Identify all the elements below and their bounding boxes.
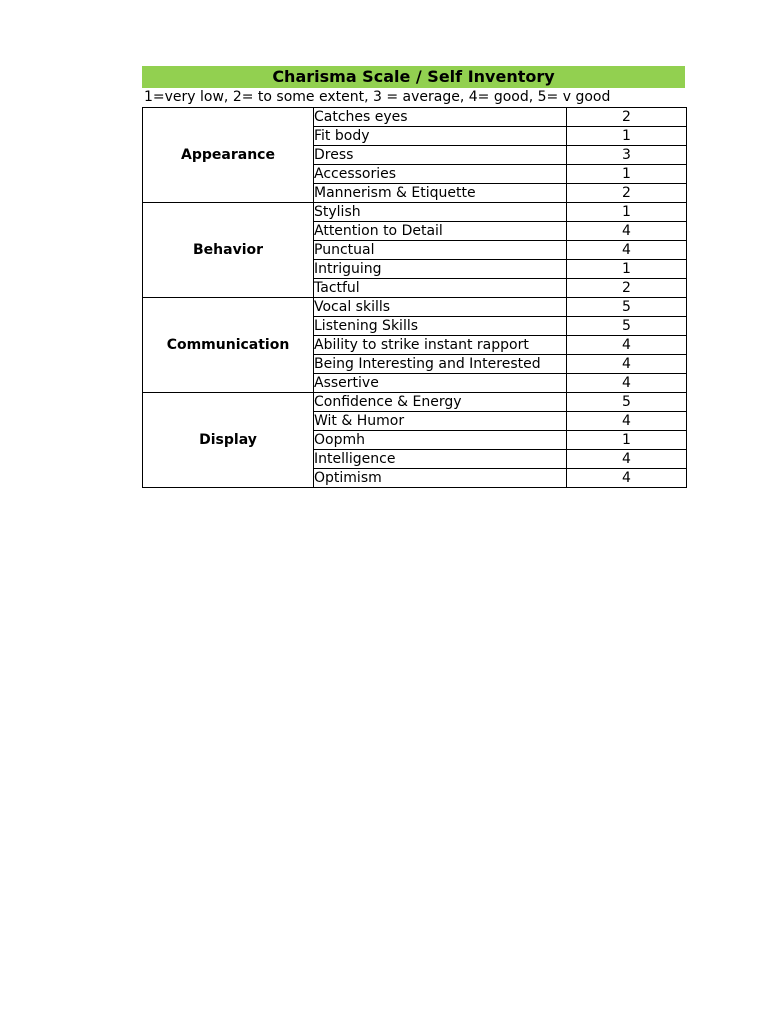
category-cell: Behavior xyxy=(143,203,314,298)
item-score-cell: 1 xyxy=(567,431,687,450)
category-cell: Display xyxy=(143,393,314,488)
item-score-cell: 4 xyxy=(567,241,687,260)
charisma-sheet xyxy=(142,66,685,488)
item-label-cell: Oopmh xyxy=(314,431,567,450)
item-score-cell: 2 xyxy=(567,279,687,298)
item-score-cell: 4 xyxy=(567,336,687,355)
item-label-cell: Being Interesting and Interested xyxy=(314,355,567,374)
item-score-cell: 4 xyxy=(567,450,687,469)
item-label-cell: Catches eyes xyxy=(314,108,567,127)
table-row xyxy=(143,108,687,127)
table-row xyxy=(143,203,687,222)
item-label-cell: Stylish xyxy=(314,203,567,222)
item-score-cell: 5 xyxy=(567,393,687,412)
item-score-cell: 3 xyxy=(567,146,687,165)
item-score-cell: 1 xyxy=(567,260,687,279)
item-score-cell: 1 xyxy=(567,165,687,184)
item-label-cell: Intriguing xyxy=(314,260,567,279)
item-score-cell: 5 xyxy=(567,298,687,317)
item-label-cell: Punctual xyxy=(314,241,567,260)
inventory-table-body xyxy=(143,108,687,488)
category-cell: Communication xyxy=(143,298,314,393)
item-label-cell: Tactful xyxy=(314,279,567,298)
item-score-cell: 4 xyxy=(567,374,687,393)
item-label-cell: Confidence & Energy xyxy=(314,393,567,412)
sheet-title: Charisma Scale / Self Inventory xyxy=(142,66,685,88)
category-cell: Appearance xyxy=(143,108,314,203)
item-score-cell: 4 xyxy=(567,222,687,241)
item-label-cell: Wit & Humor xyxy=(314,412,567,431)
rating-legend: 1=very low, 2= to some extent, 3 = average, 4= good, 5= v good xyxy=(144,89,611,105)
item-label-cell: Mannerism & Etiquette xyxy=(314,184,567,203)
item-label-cell: Vocal skills xyxy=(314,298,567,317)
item-score-cell: 5 xyxy=(567,317,687,336)
item-score-cell: 4 xyxy=(567,355,687,374)
table-row xyxy=(143,298,687,317)
item-label-cell: Fit body xyxy=(314,127,567,146)
inventory-table xyxy=(142,107,687,488)
item-label-cell: Dress xyxy=(314,146,567,165)
item-score-cell: 1 xyxy=(567,127,687,146)
item-label-cell: Intelligence xyxy=(314,450,567,469)
item-label-cell: Attention to Detail xyxy=(314,222,567,241)
item-score-cell: 4 xyxy=(567,469,687,488)
item-score-cell: 4 xyxy=(567,412,687,431)
item-label-cell: Assertive xyxy=(314,374,567,393)
item-label-cell: Optimism xyxy=(314,469,567,488)
item-score-cell: 2 xyxy=(567,108,687,127)
item-label-cell: Ability to strike instant rapport xyxy=(314,336,567,355)
item-label-cell: Listening Skills xyxy=(314,317,567,336)
table-row xyxy=(143,393,687,412)
item-label-cell: Accessories xyxy=(314,165,567,184)
item-score-cell: 2 xyxy=(567,184,687,203)
item-score-cell: 1 xyxy=(567,203,687,222)
